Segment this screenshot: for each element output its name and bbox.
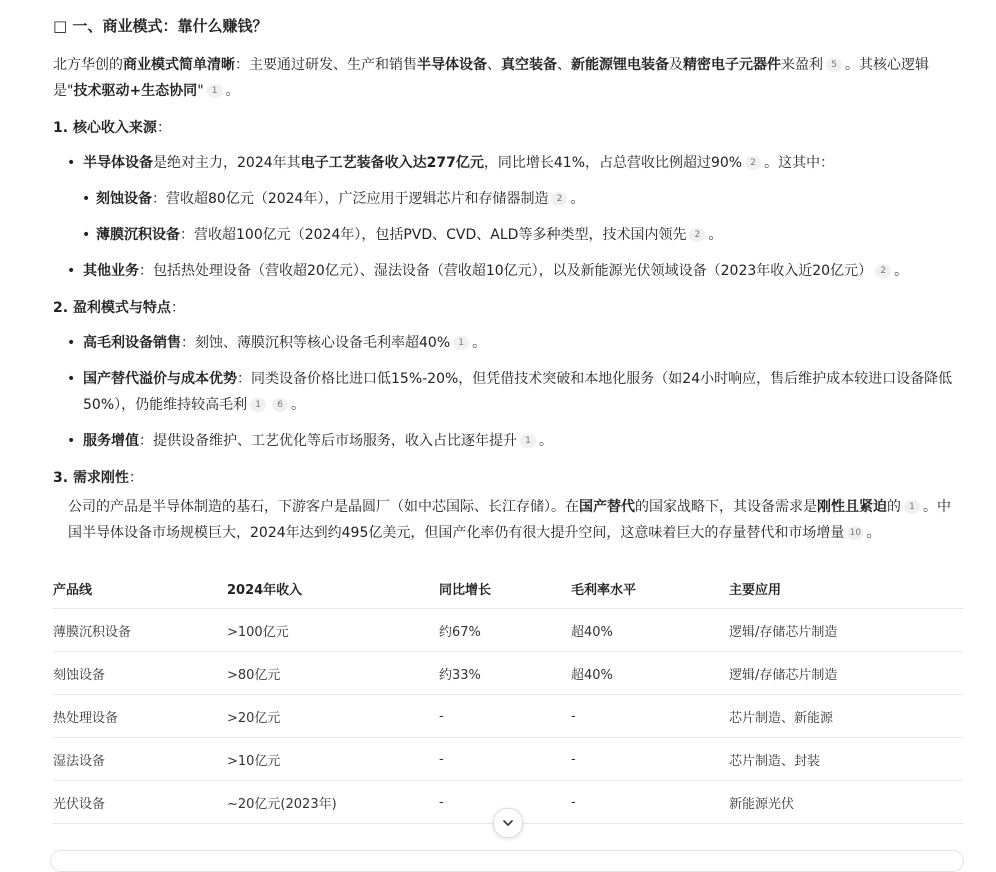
table-row (53, 738, 963, 781)
citation-badge[interactable]: 1 (520, 434, 536, 448)
citation-badge[interactable]: 2 (875, 264, 891, 278)
list-item: • 其他业务：包括热处理设备（营收超20亿元）、湿法设备（营收超10亿元），以及新能源光伏领域设备（2023年收入近20亿元） 2 。 (53, 258, 963, 284)
demand-paragraph: 公司的产品是半导体制造的基石，下游客户是晶圆厂（如中芯国际、长江存储）。在国产替代的国家战略下，其设备需求是刚性且紧迫的 1 。中国半导体设备市场规模巨大，2024年达到约495亿美元，但国产化率仍有很大提升空间，这意味着巨大的存量替代和市场增量 10 。 (68, 499, 951, 541)
citation-badge[interactable]: 1 (207, 84, 223, 98)
list-item: • 服务增值：提供设备维护、工艺优化等后市场服务，收入占比逐年提升 1 。 (53, 428, 963, 454)
table-cell: 约33% (439, 652, 571, 695)
table-row (53, 695, 963, 738)
chevron-down-icon (501, 816, 515, 830)
table-cell: - (439, 738, 571, 781)
table-header: 主要应用 (729, 568, 963, 609)
list-item: • 高毛利设备销售：刻蚀、薄膜沉积等核心设备毛利率超40% 1 。 (53, 330, 963, 356)
citation-badge[interactable]: 2 (745, 156, 761, 170)
section-title: 商业模式：靠什么赚钱？ (102, 17, 268, 35)
scroll-to-bottom-button[interactable] (493, 808, 523, 838)
table-cell: - (571, 695, 729, 738)
table-cell: - (571, 781, 729, 824)
table-cell: 新能源光伏 (729, 781, 963, 824)
table-cell: - (571, 738, 729, 781)
list-item: • 国产替代溢价与成本优势：同类设备价格比进口低15%-20%，但凭借技术突破和本地化服务（如24小时响应，售后维护成本较进口设备降低50%），仍能维持较高毛利 1 6 。 (53, 366, 963, 418)
table-cell: - (439, 781, 571, 824)
citation-badge[interactable]: 10 (847, 526, 863, 540)
table-header: 产品线 (53, 568, 227, 609)
list-item: • 刻蚀设备：营收超80亿元（2024年），广泛应用于逻辑芯片和存储器制造 2 。 (53, 186, 963, 212)
subsection-heading: 1. 核心收入来源： (53, 120, 171, 136)
citation-badge[interactable]: 2 (551, 192, 567, 206)
input-box-edge[interactable] (50, 850, 964, 872)
table-header: 毛利率水平 (571, 568, 729, 609)
table-cell: 约67% (439, 609, 571, 652)
product-line-table (53, 568, 963, 824)
table-cell: 刻蚀设备 (53, 652, 227, 695)
table-cell: ~20亿元(2023年) (227, 781, 439, 824)
intro-paragraph: 北方华创的商业模式简单清晰：主要通过研发、生产和销售半导体设备、真空装备、新能源锂电装备及精密电子元器件来盈利 5 。其核心逻辑是"技术驱动+生态协同" 1 。 (53, 57, 929, 99)
table-row (53, 652, 963, 695)
table-cell: >20亿元 (227, 695, 439, 738)
table-cell: >10亿元 (227, 738, 439, 781)
answer-content (53, 0, 963, 824)
citation-badge[interactable]: 2 (689, 228, 705, 242)
profit-list (53, 330, 963, 454)
table-cell: 逻辑/存储芯片制造 (729, 609, 963, 652)
citation-badge[interactable]: 5 (826, 58, 842, 72)
table-cell: 薄膜沉积设备 (53, 609, 227, 652)
table-cell: 芯片制造、新能源 (729, 695, 963, 738)
table-header-row (53, 568, 963, 609)
section-glyph: □ (53, 17, 68, 35)
citation-badge[interactable]: 1 (250, 398, 266, 412)
table-cell: 光伏设备 (53, 781, 227, 824)
table-row (53, 609, 963, 652)
list-item: • 薄膜沉积设备：营收超100亿元（2024年），包括PVD、CVD、ALD等多种类型，技术国内领先 2 。 (53, 222, 963, 248)
section-heading (53, 16, 963, 36)
citation-badge[interactable]: 1 (453, 336, 469, 350)
subsection-heading: 2. 盈利模式与特点： (53, 300, 185, 316)
table-cell: 湿法设备 (53, 738, 227, 781)
table-cell: 超40% (571, 652, 729, 695)
subsection-heading: 3. 需求刚性： (53, 470, 143, 486)
table-header: 同比增长 (439, 568, 571, 609)
citation-badge[interactable]: 1 (904, 500, 920, 514)
citation-badge[interactable]: 6 (272, 398, 288, 412)
table-cell: 超40% (571, 609, 729, 652)
table-cell: >80亿元 (227, 652, 439, 695)
income-list (53, 150, 963, 284)
table-cell: 芯片制造、封装 (729, 738, 963, 781)
table-cell: >100亿元 (227, 609, 439, 652)
table-cell: 逻辑/存储芯片制造 (729, 652, 963, 695)
list-item: • 半导体设备是绝对主力，2024年其电子工艺装备收入达277亿元，同比增长41%，占总营收比例超过90% 2 。这其中： (53, 150, 963, 176)
table-cell: 热处理设备 (53, 695, 227, 738)
section-prefix: 一、 (72, 17, 103, 35)
table-header: 2024年收入 (227, 568, 439, 609)
table-cell: - (439, 695, 571, 738)
